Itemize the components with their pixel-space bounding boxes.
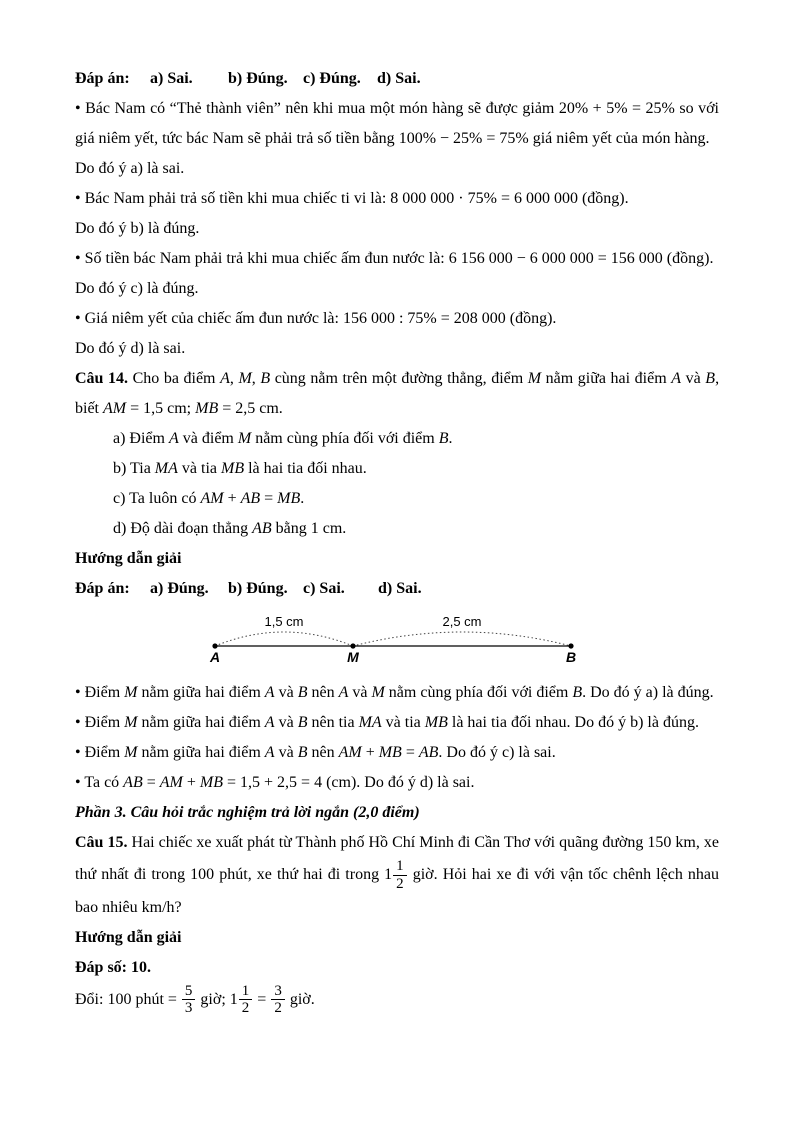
answer-item: a) Sai. xyxy=(150,70,193,87)
text-run: AB xyxy=(240,490,261,507)
point-label: M xyxy=(347,649,359,665)
cau14-bullet-c xyxy=(75,738,719,768)
cau14-bullet-a xyxy=(75,678,719,708)
text-run: . xyxy=(448,430,453,447)
text-run: B xyxy=(438,430,449,447)
text-run: và tia xyxy=(381,714,425,731)
text-run: c) Ta luôn có xyxy=(113,490,201,507)
text-run: giờ. Hỏi hai xe đi với vận tốc chênh lệch nhau bao nhiêu km/h? xyxy=(75,865,720,916)
text-run: bằng 1 cm. xyxy=(271,520,347,537)
text-run: b) Tia xyxy=(113,460,155,477)
answer-item: Đáp án: xyxy=(75,70,130,87)
text-run: AB xyxy=(418,744,439,761)
fraction-denominator: 3 xyxy=(182,999,196,1017)
text-run: và điểm xyxy=(178,430,238,447)
answer-item: a) Đúng. xyxy=(150,580,209,597)
text-run: và xyxy=(681,370,706,387)
text-run: . Do đó ý a) là đúng. xyxy=(582,684,714,701)
text-run: và xyxy=(274,744,298,761)
cau13-conclusion-c xyxy=(75,274,719,304)
text-run: Đáp số: 10. xyxy=(75,958,152,976)
text-run: so với giá niêm yết, tức bác Nam sẽ phải trả số tiền bằng xyxy=(75,100,719,147)
text-run: Hướng dẫn giải xyxy=(75,928,182,946)
text-run: MB xyxy=(424,714,448,731)
text-run: A xyxy=(264,744,275,761)
text-run: 100% − 25% = 75% xyxy=(398,130,529,147)
point-dot xyxy=(212,643,217,648)
text-run: B xyxy=(260,370,271,387)
answer-item: c) Đúng. xyxy=(303,70,361,87)
text-run: • Ta có xyxy=(75,774,124,791)
text-run: Cho ba điểm xyxy=(128,370,221,387)
point-dot xyxy=(350,643,355,648)
text-run: nên xyxy=(307,744,339,761)
text-run: MB xyxy=(221,460,245,477)
text-run: = xyxy=(142,774,160,791)
text-run: MB xyxy=(199,774,223,791)
text-run: nằm giữa hai điểm xyxy=(137,744,265,761)
text-run: AB xyxy=(252,520,272,537)
cau14-solution-heading xyxy=(75,544,719,574)
fraction xyxy=(271,983,285,1018)
mixed-number-whole: 1 xyxy=(384,865,393,883)
text-run: A xyxy=(264,714,275,731)
cau13-answer-line xyxy=(75,64,719,94)
point-dot xyxy=(568,643,573,648)
text-run: giờ. xyxy=(285,990,315,1008)
text-run: MA xyxy=(154,460,178,477)
segment-diagram-svg xyxy=(75,608,719,668)
fraction-numerator: 1 xyxy=(241,982,250,999)
text-run: Hai chiếc xe xuất phát từ Thành phố Hồ Chí Minh đi Cần Thơ với quãng đường 150 km, xe thứ nhất đi trong 100 phút, xe thứ hai đi trong xyxy=(75,834,719,883)
cau13-bullet-b xyxy=(75,184,719,214)
text-run: M xyxy=(124,684,138,701)
text-run: • Điểm xyxy=(75,744,125,761)
text-run: và xyxy=(274,684,298,701)
text-run: 20% + 5% = 25% xyxy=(558,100,675,117)
point-label: B xyxy=(565,649,577,665)
text-run: nằm giữa hai điểm xyxy=(137,714,265,731)
cau14-item-c xyxy=(113,484,719,514)
fraction xyxy=(182,983,196,1018)
text-run: Do đó ý d) là sai. xyxy=(75,340,186,357)
text-run: Do đó ý b) là đúng. xyxy=(75,220,200,237)
text-run: • Bác Nam có “Thẻ thành viên” nên khi mua một món hàng sẽ được giảm xyxy=(75,100,559,117)
text-run: M xyxy=(124,744,138,761)
text-run: . xyxy=(300,490,305,507)
text-run: MB xyxy=(195,400,219,417)
text-run: B xyxy=(297,684,308,701)
text-run: = 1,5 + 2,5 = 4 (cm). Do đó ý d) là sai. xyxy=(223,774,475,791)
phan3-heading xyxy=(75,798,719,828)
text-run: nằm cùng phía đối với điểm xyxy=(384,684,573,701)
text-run: A xyxy=(168,430,179,447)
mixed-number-whole: 1 xyxy=(229,990,238,1008)
fraction xyxy=(239,983,253,1018)
text-run: • Số tiền bác Nam phải trả khi mua chiếc ấm đun nước là: 6 156 000 − 6 000 000 = 156 000 (đồng). xyxy=(75,250,714,267)
text-run: M xyxy=(371,684,385,701)
text-run: M xyxy=(124,714,138,731)
answer-item: b) Đúng. xyxy=(228,70,288,87)
cau14-item-b xyxy=(113,454,719,484)
text-run: B xyxy=(297,744,308,761)
text-run: Phần 3. Câu hỏi trắc nghiệm trả lời ngắn (2,0 điểm) xyxy=(75,804,420,821)
measure-arc xyxy=(215,632,353,646)
cau14-item-d xyxy=(113,514,719,544)
text-run: A xyxy=(338,684,349,701)
text-run: = xyxy=(401,744,419,761)
cau13-bullet-c xyxy=(75,244,719,274)
cau15-question xyxy=(75,828,719,923)
text-run: AB xyxy=(123,774,143,791)
text-run: a) Điểm xyxy=(113,430,169,447)
text-run: = xyxy=(253,990,271,1008)
text-run: AM xyxy=(103,400,127,417)
text-run: + xyxy=(182,774,200,791)
text-run: • Điểm xyxy=(75,714,125,731)
text-run: A xyxy=(220,370,230,387)
text-run: M xyxy=(527,370,542,387)
text-run: MB xyxy=(378,744,402,761)
fraction-denominator: 2 xyxy=(271,999,285,1017)
text-run: • Điểm xyxy=(75,684,125,701)
text-run: Do đó ý c) là đúng. xyxy=(75,280,199,297)
text-run: • Giá niêm yết của chiếc ấm đun nước là: 156 000 : 75% = 208 000 (đồng). xyxy=(75,310,557,327)
text-run: Do đó ý a) là sai. xyxy=(75,160,185,177)
text-run: giá niêm yết của món hàng. xyxy=(528,130,710,147)
cau13-conclusion-a xyxy=(75,154,719,184)
text-run: B xyxy=(705,370,716,387)
text-run: = 2,5 cm. xyxy=(218,400,283,417)
text-run: MA xyxy=(358,714,382,731)
text-run: + xyxy=(223,490,241,507)
text-run: là hai tia đối nhau. xyxy=(244,460,367,477)
text-run: giờ; xyxy=(196,990,230,1008)
text-run: = xyxy=(260,490,278,507)
fraction-numerator: 3 xyxy=(274,982,282,999)
text-run: . Do đó ý c) là sai. xyxy=(438,744,556,761)
answer-item: Đáp án: xyxy=(75,580,130,597)
cau14-item-a xyxy=(113,424,719,454)
cau14-answer-line xyxy=(75,574,719,604)
answer-item: d) Sai. xyxy=(377,70,421,87)
text-run: B xyxy=(297,714,308,731)
measure-arc xyxy=(353,632,571,646)
text-run: AM xyxy=(159,774,183,791)
segment-line-diagram xyxy=(75,608,719,668)
text-run: • Bác Nam phải trả số tiền khi mua chiếc ti vi là: 8 000 000 · 75% = 6 000 000 (đồng). xyxy=(75,190,629,207)
text-run: MB xyxy=(277,490,301,507)
text-run: Câu 15. xyxy=(75,834,128,851)
text-run: B xyxy=(572,684,583,701)
answer-item: d) Sai. xyxy=(378,580,422,597)
text-run: d) Độ dài đoạn thẳng xyxy=(113,520,253,537)
text-run: , xyxy=(251,370,261,387)
cau14-bullet-b xyxy=(75,708,719,738)
text-run: M xyxy=(238,370,252,387)
fraction-numerator: 5 xyxy=(184,982,193,999)
text-run: nên tia xyxy=(307,714,359,731)
text-run: , xyxy=(229,370,239,387)
answer-item: b) Đúng. xyxy=(228,580,288,597)
cau14-question xyxy=(75,364,719,424)
text-run: = 1,5 cm; xyxy=(126,400,196,417)
text-run: AM xyxy=(338,744,362,761)
text-run: , biết xyxy=(75,370,720,417)
arc-measurement-label: 2,5 cm xyxy=(442,614,482,629)
text-run: và xyxy=(274,714,298,731)
cau15-conversion-line xyxy=(75,983,719,1018)
cau13-conclusion-d xyxy=(75,334,719,364)
fraction-numerator: 1 xyxy=(396,858,404,874)
text-run: nằm giữa hai điểm xyxy=(137,684,265,701)
cau15-answer xyxy=(75,953,719,983)
text-run: AM xyxy=(200,490,224,507)
text-run: Hướng dẫn giải xyxy=(75,550,182,567)
text-run: nằm giữa hai điểm xyxy=(541,370,672,387)
text-run: A xyxy=(264,684,275,701)
cau13-conclusion-b xyxy=(75,214,719,244)
text-run: và tia xyxy=(177,460,221,477)
text-run: nên xyxy=(307,684,339,701)
text-run: và xyxy=(348,684,372,701)
cau13-bullet-d xyxy=(75,304,719,334)
arc-measurement-label: 1,5 cm xyxy=(264,614,304,629)
text-run: + xyxy=(361,744,379,761)
answer-item: c) Sai. xyxy=(303,580,345,597)
text-run: A xyxy=(671,370,682,387)
point-label: A xyxy=(209,649,221,665)
fraction-denominator: 2 xyxy=(393,875,407,893)
cau13-bullet-a xyxy=(75,94,719,154)
text-run: là hai tia đối nhau. Do đó ý b) là đúng. xyxy=(447,714,699,731)
text-run: Đổi: 100 phút = xyxy=(75,990,181,1008)
text-run: cùng nằm trên một đường thẳng, điểm xyxy=(270,370,528,387)
text-run: nằm cùng phía đối với điểm xyxy=(251,430,439,447)
text-run: Câu 14. xyxy=(75,370,129,387)
fraction xyxy=(393,858,407,893)
fraction-denominator: 2 xyxy=(239,999,253,1017)
cau14-bullet-d xyxy=(75,768,719,798)
cau15-solution-heading xyxy=(75,923,719,953)
text-run: M xyxy=(237,430,252,447)
